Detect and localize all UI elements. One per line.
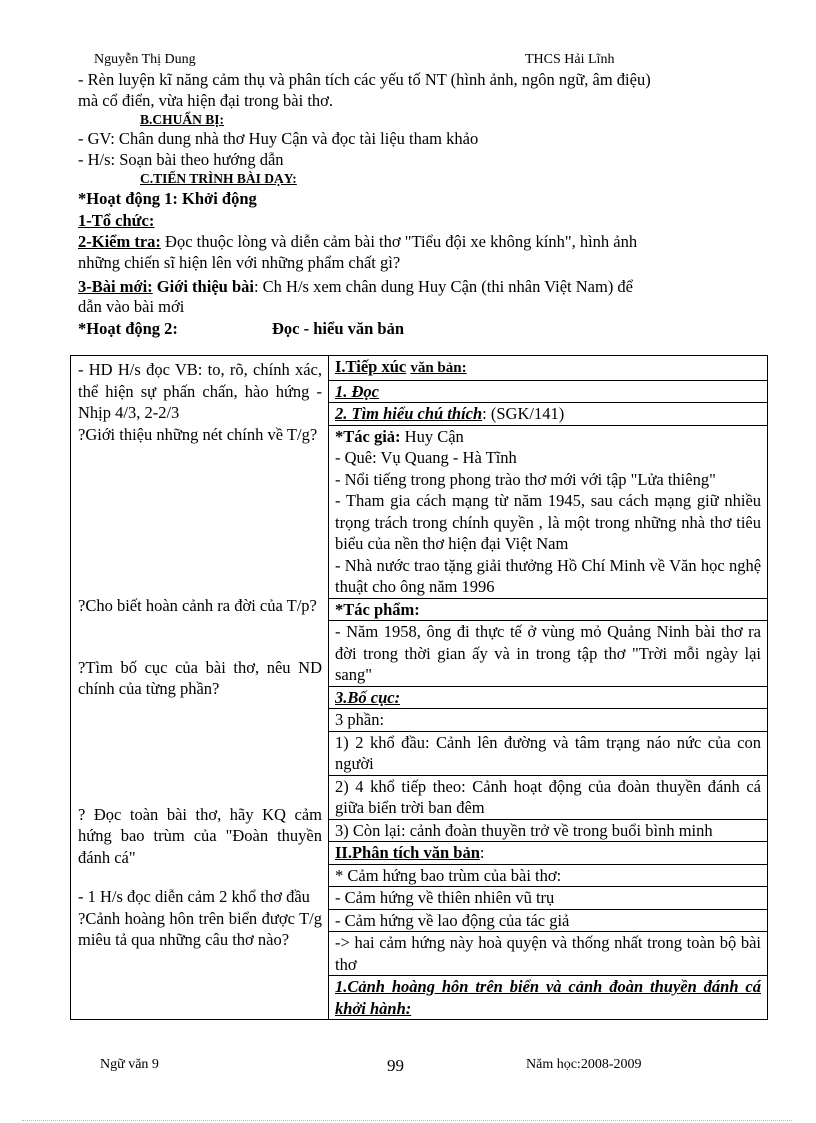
activity-2-title: Đọc - hiểu văn bản (272, 319, 405, 338)
author-heading: *Tác giả: Huy Cận (329, 425, 767, 448)
inspiration-nature: - Cảm hứng về thiên nhiên vũ trụ (329, 886, 767, 909)
steps-heading: C.TIẾN TRÌNH BÀI DẠY: (140, 171, 297, 186)
question-author: ?Giới thiệu những nét chính về T/g? (78, 424, 318, 444)
check-label: 2-Kiểm tra: (78, 232, 161, 251)
header-school: THCS Hải Lĩnh (525, 52, 615, 67)
question-inspiration: ? Đọc toàn bài thơ, hãy KQ cảm hứng bao trùm của "Đoàn thuyền đánh cá" (78, 804, 322, 867)
header-author: Nguyễn Thị Dung (94, 52, 196, 67)
author-famous: - Nổi tiếng trong phong trào thơ mới với tập "Lửa thiêng" (335, 469, 716, 489)
activity-2: *Hoạt động 2: (78, 319, 178, 338)
author-revolution: - Tham gia cách mạng từ năm 1945, sau cách mạng giữ nhiều trọng trách trong chính quyền , là một trong những nhà thơ tiêu biểu của nền thơ hiện đại Việt Nam (335, 491, 762, 553)
question-sunset: ?Cảnh hoàng hôn trên biển được T/g miêu tả qua những câu thơ nào? (78, 908, 322, 949)
new-lesson-line-1 (78, 276, 761, 297)
structure-part-1: 1) 2 khổ đầu: Cảnh lên đường và tâm trạng náo nức của con người (329, 731, 767, 775)
analysis-heading: II.Phân tích văn bản: (329, 841, 767, 864)
check-text: Đọc thuộc lòng và diễn cảm bài thơ "Tiểu đội xe không kính", hình ảnh (160, 232, 638, 251)
new-lesson-bold: Giới thiệu bài (152, 277, 254, 296)
structure-heading: 3.Bố cục: (329, 686, 767, 709)
author-hometown: - Quê: Vụ Quang - Hà Tĩnh (335, 448, 517, 467)
footer-subject: Ngữ văn 9 (100, 1057, 159, 1072)
footer-year: Năm học:2008-2009 (526, 1057, 642, 1072)
check-line-2: những chiến sĩ hiện lên với những phẩm chất gì? (78, 253, 401, 272)
author-award: - Nhà nước trao tặng giải thưởng Hồ Chí Minh về Văn học nghệ thuật cho ông năm 1996 (335, 555, 762, 596)
work-text: - Năm 1958, ông đi thực tế ở vùng mỏ Quảng Ninh bài thơ ra đời trong thời gian ấy và in trong tập thơ "Trời mỗi ngày lại sang" (329, 620, 767, 686)
work-heading: *Tác phẩm: (329, 598, 767, 621)
activity-1: *Hoạt động 1: Khởi động (78, 189, 257, 208)
question-read-aloud: - 1 H/s đọc diễn cảm 2 khổ thơ đầu (78, 887, 310, 906)
prep-hs: - H/s: Soạn bài theo hướng dẫn (78, 150, 284, 169)
section-notes: 2. Tìm hiểu chú thích: (SGK/141) (329, 402, 767, 425)
section-reading: 1. Đọc (329, 380, 767, 403)
section-contact: I.Tiếp xúc văn bản: (335, 357, 467, 376)
new-lesson-line-2: dẫn vào bài mới (78, 297, 185, 316)
inspiration-conclusion: -> hai cảm hứng này hoà quyện và thống nhất trong toàn bộ bài thơ (329, 931, 767, 975)
prep-heading: B.CHUẨN BỊ: (140, 112, 225, 127)
page-number: 99 (387, 1056, 404, 1075)
teacher-column (71, 356, 329, 1020)
structure-part-3: 3) Còn lại: cảnh đoàn thuyền trở về trong buổi bình minh (329, 819, 767, 842)
organization: 1-Tổ chức: (78, 211, 155, 230)
new-lesson-text: : Ch H/s xem chân dung Huy Cận (thi nhân Việt Nam) để (253, 277, 634, 296)
structure-part-2: 2) 4 khổ tiếp theo: Cảnh hoạt động của đoàn thuyền đánh cá giữa biển trời ban đêm (329, 775, 767, 819)
content-column (329, 356, 768, 1020)
question-structure: ?Tìm bố cục của bài thơ, nêu ND chính của từng phần? (78, 657, 322, 698)
lesson-table (70, 355, 768, 1020)
intro-line-2: mà cổ điển, vừa hiện đại trong bài thơ. (78, 91, 334, 110)
question-reading: - HD H/s đọc VB: to, rõ, chính xác, thể hiện sự phấn chấn, hào hứng - Nhịp 4/3, 2-2/3 (78, 360, 322, 422)
inspiration-heading: * Cảm hứng bao trùm của bài thơ: (329, 864, 767, 887)
structure-parts: 3 phần: (329, 708, 767, 731)
check-line-1 (78, 231, 761, 252)
new-lesson-label: 3-Bài mới: (78, 277, 153, 296)
intro-line-1: - Rèn luyện kĩ năng cảm thụ và phân tích các yếu tố NT (hình ảnh, ngôn ngữ, âm điệu) (78, 70, 651, 89)
sunset-heading: 1.Cảnh hoàng hôn trên biển và cảnh đoàn thuyền đánh cá khởi hành: (329, 975, 767, 1019)
question-context: ?Cho biết hoàn cảnh ra đời của T/p? (78, 596, 317, 615)
prep-gv: - GV: Chân dung nhà thơ Huy Cận và đọc tài liệu tham khảo (78, 129, 479, 148)
inspiration-labor: - Cảm hứng về lao động của tác giả (329, 909, 767, 932)
page-edge-divider (22, 1120, 792, 1121)
